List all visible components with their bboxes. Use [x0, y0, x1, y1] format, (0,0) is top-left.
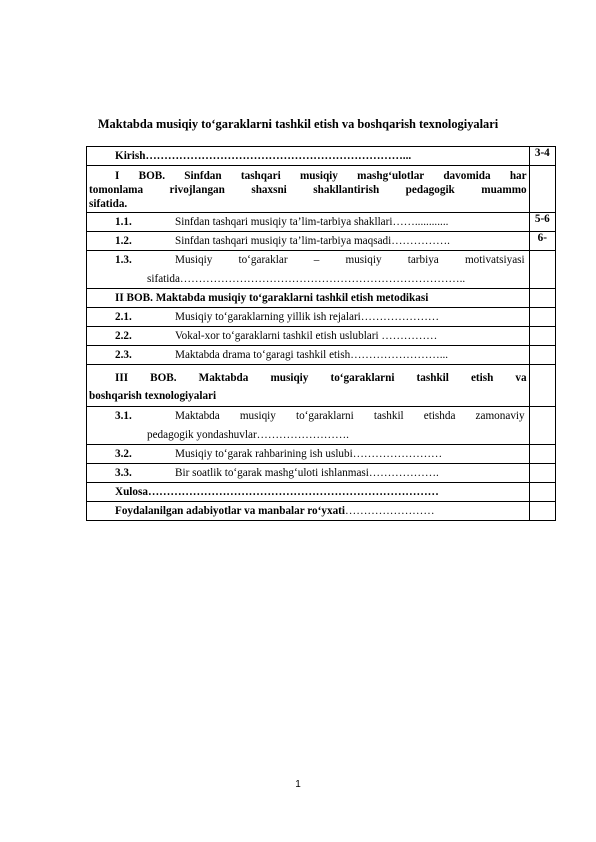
toc-1-2-number: 1.2. [115, 235, 132, 247]
toc-row-chapter-1 [87, 166, 556, 213]
toc-3-1-page [529, 407, 555, 445]
toc-1-2-page: 6- [529, 232, 555, 251]
toc-row-2-1 [87, 308, 556, 327]
toc-chapter-3-page [529, 365, 555, 407]
toc-row-1-3 [87, 251, 556, 289]
toc-chapter-1-page [529, 166, 555, 213]
toc-2-1-number: 2.1. [115, 311, 132, 323]
toc-intro-page: 3-4 [529, 147, 555, 166]
toc-2-3-page [529, 346, 555, 365]
toc-row-intro [87, 147, 556, 166]
toc-row-2-2 [87, 327, 556, 346]
toc-row-chapter-2 [87, 289, 556, 308]
toc-conclusion-label: Xulosa…………………………………………………………………… [115, 486, 439, 498]
toc-1-3-number: 1.3. [115, 254, 132, 266]
toc-references-label: Foydalanilgan adabiyotlar va manbalar ro‘yxati…………………… [115, 505, 435, 517]
toc-chapter-1-heading: I BOB. Sinfdan tashqari musiqiy mashg‘ulotlar davomida har tomonlama rivojlangan shaxsni shakllantirish pedagogik muammo sifatida. [89, 170, 527, 210]
toc-references-page [529, 502, 555, 521]
toc-chapter-3-heading: III BOB. Maktabda musiqiy to‘garaklarni tashkil etish va boshqarish texnologiyalari [89, 372, 527, 402]
toc-2-3-number: 2.3. [115, 349, 132, 361]
toc-row-3-1 [87, 407, 556, 445]
toc-row-chapter-3 [87, 365, 556, 407]
toc-conclusion-page [529, 483, 555, 502]
toc-references-dots: …………………… [345, 505, 435, 517]
toc-1-1-text: Sinfdan tashqari musiqiy ta’lim-tarbiya shakllari……............ [175, 216, 449, 228]
toc-row-references [87, 502, 556, 521]
toc-row-1-2 [87, 232, 556, 251]
toc-row-3-3 [87, 464, 556, 483]
toc-2-2-text: Vokal-xor to‘garaklarni tashkil etish uslublari …………… [175, 330, 438, 342]
toc-3-1-number: 3.1. [115, 410, 132, 422]
toc-row-3-2 [87, 445, 556, 464]
toc-2-1-page [529, 308, 555, 327]
toc-chapter-2-heading: II BOB. Maktabda musiqiy to‘garaklarni tashkil etish metodikasi [115, 292, 429, 304]
toc-2-1-text: Musiqiy to‘garaklarning yillik ish rejalari………………… [175, 311, 440, 323]
toc-intro-label: Kirish……………………………………………………………... [115, 150, 412, 162]
toc-2-2-number: 2.2. [115, 330, 132, 342]
toc-3-1-text: Maktabda musiqiy to‘garaklarni tashkil etishda zamonaviy pedagogik yondashuvlar……………………. [147, 410, 525, 441]
toc-3-3-page [529, 464, 555, 483]
toc-3-2-number: 3.2. [115, 448, 132, 460]
toc-2-2-page [529, 327, 555, 346]
toc-1-1-number: 1.1. [115, 216, 132, 228]
toc-1-2-text: Sinfdan tashqari musiqiy ta’lim-tarbiya maqsadi……………. [175, 235, 450, 247]
toc-1-1-page: 5-6 [529, 213, 555, 232]
toc-1-3-page [529, 251, 555, 289]
toc-row-2-3 [87, 346, 556, 365]
table-of-contents [86, 146, 556, 521]
toc-1-3-text: Musiqiy to‘garaklar – musiqiy tarbiya motivatsiyasi sifatida………………………………………………………………….. [147, 254, 525, 285]
toc-2-3-text: Maktabda drama to‘garagi tashkil etish……………………... [175, 349, 449, 361]
toc-3-3-text: Bir soatlik to‘garak mashg‘uloti ishlanmasi………………. [175, 467, 439, 479]
page-number: 1 [295, 779, 301, 790]
toc-row-conclusion [87, 483, 556, 502]
toc-3-2-text: Musiqiy to‘garak rahbarining ish uslubi…………………… [175, 448, 443, 460]
toc-3-3-number: 3.3. [115, 467, 132, 479]
document-title: Maktabda musiqiy to‘garaklarni tashkil etish va boshqarish texnologiyalari [97, 117, 499, 131]
toc-chapter-2-page [529, 289, 555, 308]
toc-3-2-page [529, 445, 555, 464]
toc-row-1-1 [87, 213, 556, 232]
